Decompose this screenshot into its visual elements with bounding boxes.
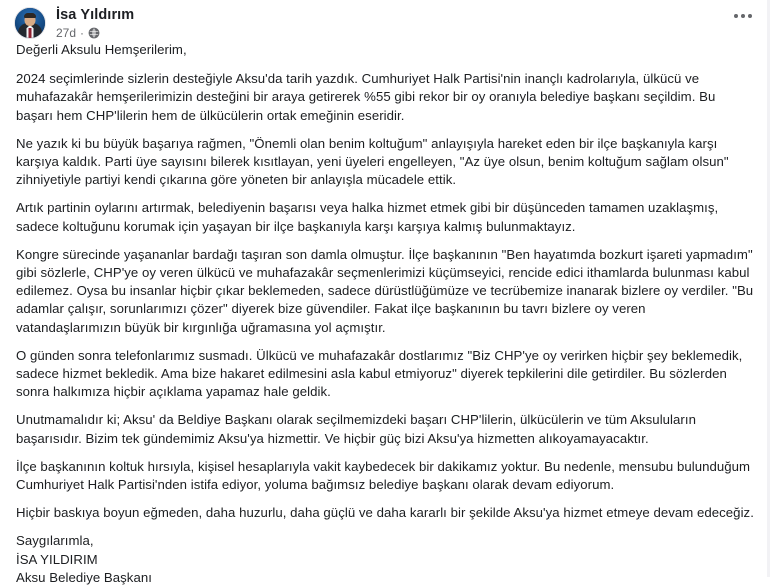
avatar[interactable]: [14, 7, 46, 39]
signature-closing: Saygılarımla,: [16, 533, 94, 549]
signature-block: [16, 532, 754, 587]
avatar-tie: [29, 28, 32, 38]
globe-icon[interactable]: [88, 27, 100, 39]
post-meta: [56, 26, 134, 40]
post-timestamp[interactable]: 27d: [56, 26, 77, 40]
signature-name: İSA YILDIRIM: [16, 551, 98, 567]
post-paragraph: O günden sonra telefonlarımız susmadı. Ülkücü ve muhafazakâr dostlarımız "Biz CHP'ye oy verirken hiçbir şey beklemedik, sadece hizmet bekledik. Ama bize hakaret edilmesini asla kabul etmiyoruz" diyerek tepkilerini dile getirdiler. Bu sözlerden sonra halkımıza hiçbir açıklama yapamaz hale geldik.: [16, 347, 743, 400]
post-header-text: [56, 6, 134, 40]
more-dot-3: [748, 14, 752, 18]
signature-title: Aksu Belediye Başkanı: [16, 569, 152, 585]
post-paragraph: İlçe başkanının koltuk hırsıyla, kişisel hesaplarıyla vakit kaybedecek bir dakikamız yoktur. Bu nedenle, mensubu bulunduğum Cumhuriyet Halk Partisi'nden istifa ediyor, yoluma bağımsız belediye başkanı olarak devam ediyorum.: [16, 458, 751, 493]
post-paragraph: Artık partinin oylarını artırmak, belediyenin başarısı veya halka hizmet etmek gibi bir düşünceden tamamen uzaklaşmış, sadece koltuğunu korumak için yaşayan bir ilçe başkanıyla karşı karşıya kalmış bulunmaktayız.: [16, 200, 719, 234]
post-paragraph: Unutmamalıdır ki; Aksu' da Beldiye Başkanı olarak seçilmemizdeki başarı CHP'lilerin, ülkücülerin ve tüm Aksuluların başarısıdır. Bizim tek gündemimiz Aksu'ya hizmettir. Ve hiçbir güç bizi Aksu'ya hizmetten alıkoyamayacaktır.: [16, 412, 696, 446]
more-dot-1: [734, 14, 738, 18]
post-paragraph: Ne yazık ki bu büyük başarıya rağmen, "Önemli olan benim koltuğum" anlayışıyla hareket eden bir ilçe başkanıyla karşı karşıya kaldık. Parti üye sayısını bilerek kısıtlayan, yeni üyeleri engelleyen, "Az üye olsun, benim koltuğum sağlam olsun" zihniyetiyle partiyi kendi çıkarına göre yöneten bir anlayışla mücadele ettik.: [16, 135, 729, 188]
post-paragraph: 2024 seçimlerinde sizlerin desteğiyle Aksu'da tarih yazdık. Cumhuriyet Halk Partisi'nin inançlı kadrolarıyla, ülkücü ve muhafazakâr hemşerilerimizin desteğini bir araya getirerek %55 gibi rekor bir oy oranıyla belediye başkanı seçildim. Bu başarı hem CHP'lilerin hem de ülkücülerin ortak emeğinin eseridir.: [16, 71, 716, 123]
author-name[interactable]: İsa Yıldırım: [56, 7, 135, 23]
meta-separator: ·: [80, 26, 85, 40]
more-options-button[interactable]: [734, 14, 752, 18]
post-body: [0, 41, 770, 587]
more-dot-2: [741, 14, 745, 18]
avatar-hair: [24, 13, 36, 18]
post-paragraph: Kongre sürecinde yaşananlar bardağı taşıran son damla olmuştur. İlçe başkanının "Ben hayatımda bozkurt işareti yapmadım" gibi sözlerle, CHP'ye oy veren ülkücü ve muhafazakâr seçmenlerimizi küçümseyici, rencide edici ithamlarda bulunması kabul edilemez. Oysa bu insanlar hiçbir çıkar beklemeden, sadece dürüstlüğümüze ve tecrübemize inanarak bizlere oy verdiler. "Bu adamlar çalışır, sorunlarımızı çözer" diyerek bize güvendiler. Fakat ilçe başkanının bu tavrı bizlere oy veren vatandaşlarımızın büyük bir kırgınlığa uğramasına yol açmıştır.: [16, 246, 754, 335]
post-greeting: Değerli Aksulu Hemşerilerim,: [16, 42, 187, 57]
post-paragraph: Hiçbir baskıya boyun eğmeden, daha huzurlu, daha güçlü ve daha kararlı bir şekilde Aksu'ya hizmet etmeye devam edeceğiz.: [16, 505, 754, 521]
post-header: [0, 0, 770, 40]
